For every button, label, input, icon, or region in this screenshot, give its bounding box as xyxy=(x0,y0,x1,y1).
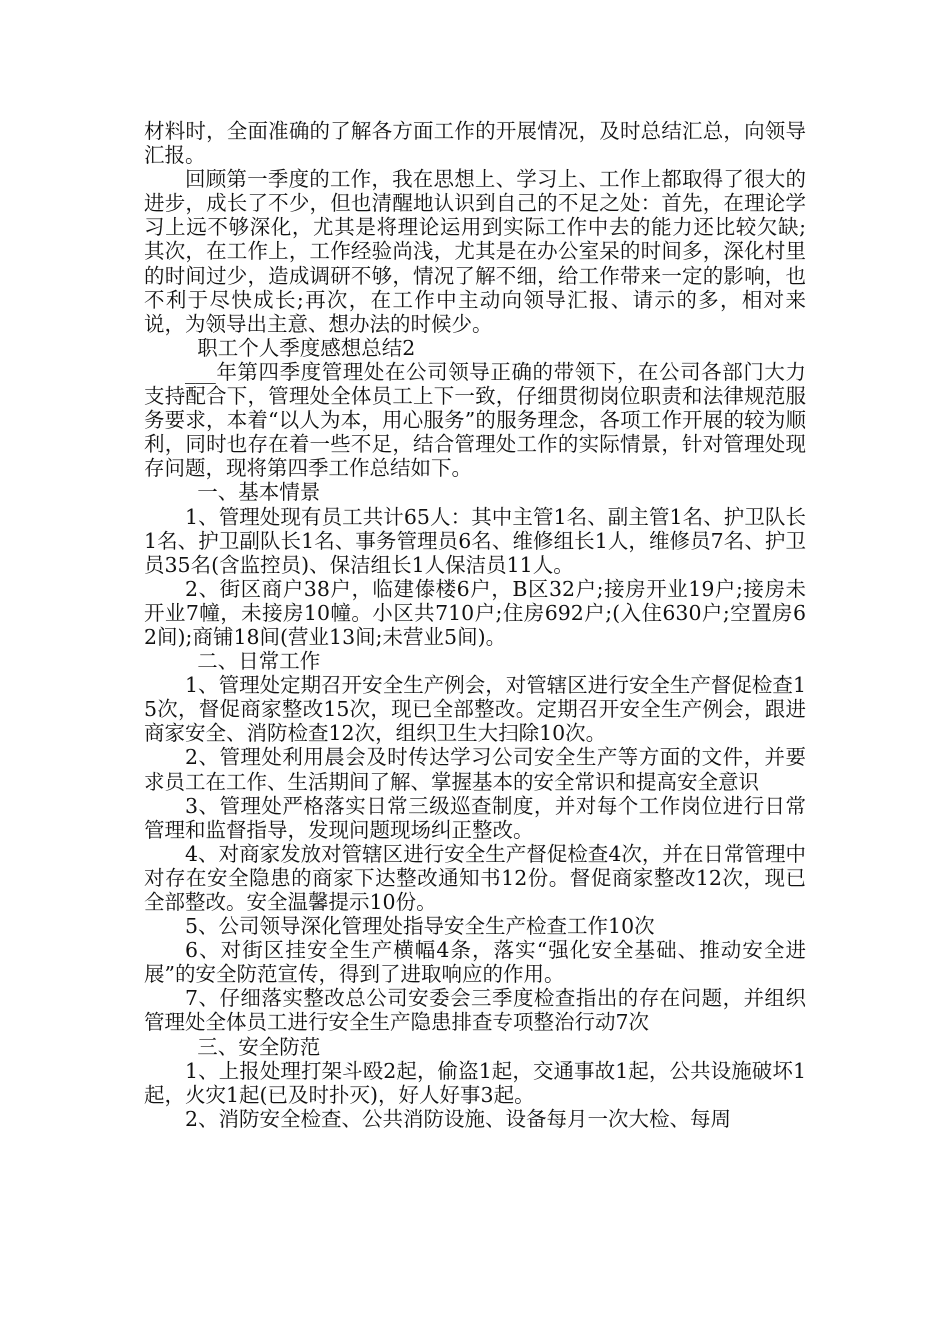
document-page xyxy=(144,119,806,1131)
paragraph-daily-7: 7、仔细落实整改总公司安委会三季度检查指出的存在问题，并组织管理处全体员工进行安全生产隐患排查专项整治行动7次 xyxy=(144,986,806,1035)
paragraph-daily-5: 5、公司领导深化管理处指导安全生产检查工作10次 xyxy=(185,914,655,939)
paragraph-daily-2: 2、管理处利用晨会及时传达学习公司安全生产等方面的文件，并要求员工在工作、生活期间了解、掌握基本的安全常识和提高安全意识 xyxy=(144,745,806,794)
paragraph-staff-count: 1、管理处现有员工共计65人：其中主管1名、副主管1名、护卫队长1名、护卫副队长1名、事务管理员6名、维修组长1人，维修员7名、护卫员35名(含监控员)、保洁组长1人保洁员11人。 xyxy=(144,504,806,577)
heading-daily-work: 二、日常工作 xyxy=(197,649,321,674)
paragraph-daily-6: 6、对街区挂安全生产横幅4条，落实“强化安全基础、推动安全进展”的安全防范宣传，得到了进取响应的作用。 xyxy=(144,938,806,987)
paragraph-q1-review: 回顾第一季度的工作，我在思想上、学习上、工作上都取得了很大的进步，成长了不少，但也清醒地认识到自己的不足之处：首先，在理论学习上远不够深化，尤其是将理论运用到实际工作中去的能力还比较欠缺;其次，在工作上，工作经验尚浅，尤其是在办公室呆的时间多，深化村里的时间过少，造成调研不够，情况了解不细，给工作带来一定的影响，也不利于尽快成长;再次，在工作中主动向领导汇报、请示的多，相对来说，为领导出主意、想办法的时候少。 xyxy=(144,167,806,336)
paragraph-daily-3: 3、管理处严格落实日常三级巡查制度，并对每个工作岗位进行日常管理和监督指导，发现问题现场纠正整改。 xyxy=(144,793,806,842)
heading-safety: 三、安全防范 xyxy=(197,1034,321,1059)
paragraph-continuation: 材料时，全面准确的了解各方面工作的开展情况，及时总结汇总，向领导汇报。 xyxy=(144,119,806,168)
paragraph-daily-4: 4、对商家发放对管辖区进行安全生产督促检查4次，并在日常管理中对存在安全隐患的商家下达整改通知书12份。督促商家整改12次，现已全部整改。安全温馨提示10份。 xyxy=(144,841,806,914)
heading-basic-situation: 一、基本情景 xyxy=(197,480,321,505)
paragraph-households: 2、街区商户38户，临建傣楼6户，B区32户;接房开业19户;接房未开业7幢，未接房10幢。小区共710户;住房692户;(入住630户;空置房62间);商铺18间(营业13间;未营业5间)。 xyxy=(144,576,806,649)
paragraph-safety-2: 2、消防安全检查、公共消防设施、设备每月一次大检、每周 xyxy=(185,1106,732,1131)
paragraph-q4-intro: ___年第四季度管理处在公司领导正确的带领下，在公司各部门大力支持配合下，管理处全体员工上下一致，仔细贯彻岗位职责和法律规范服务要求，本着“以人为本，用心服务”的服务理念，各项工作开展的较为顺利，同时也存在着一些不足，结合管理处工作的实际情景，针对管理处现存问题，现将第四季工作总结如下。 xyxy=(144,359,806,481)
paragraph-daily-1: 1、管理处定期召开安全生产例会，对管辖区进行安全生产督促检查15次，督促商家整改15次，现已全部整改。定期召开安全生产例会，跟进商家安全、消防检查12次，组织卫生大扫除10次。 xyxy=(144,673,806,746)
section-title-summary-2: 职工个人季度感想总结2 xyxy=(197,335,416,360)
paragraph-safety-1: 1、上报处理打架斗殴2起，偷盗1起，交通事故1起，公共设施破坏1起，火灾1起(已及时扑灭)，好人好事3起。 xyxy=(144,1058,806,1107)
